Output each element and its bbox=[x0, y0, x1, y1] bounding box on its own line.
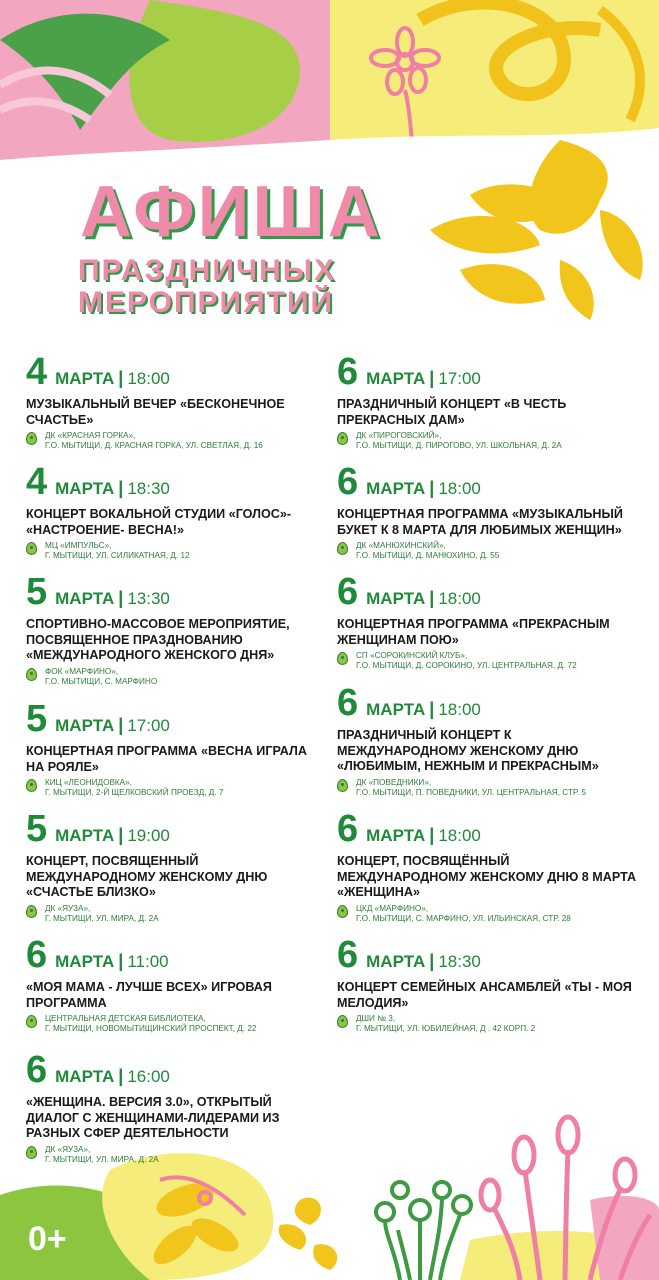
date-separator: | bbox=[429, 478, 435, 498]
date-separator: | bbox=[118, 588, 124, 608]
event-date bbox=[26, 1051, 326, 1089]
event-date bbox=[26, 573, 326, 611]
event-address: Г. МЫТИЩИ, УЛ. МИРА, Д. 2А bbox=[45, 914, 159, 924]
event-time: 18:00 bbox=[438, 479, 481, 498]
event-day: 6 bbox=[337, 571, 359, 613]
event-time: 18:00 bbox=[438, 826, 481, 845]
event-venue: ДК «ПОВЕДНИКИ», bbox=[356, 778, 432, 788]
event-day: 4 bbox=[26, 351, 48, 393]
event-date bbox=[337, 810, 637, 848]
date-separator: | bbox=[429, 699, 435, 719]
event-month: МАРТА bbox=[366, 826, 426, 845]
event-address: Г.О. МЫТИЩИ, С. МАРФИНО, УЛ. ИЛЬИНСКАЯ, СТР. 28 bbox=[356, 914, 571, 924]
event-venue: ДК «КРАСНАЯ ГОРКА», bbox=[45, 431, 136, 441]
event-address: Г.О. МЫТИЩИ, Д. КРАСНАЯ ГОРКА, УЛ. СВЕТЛАЯ, Д. 16 bbox=[45, 441, 263, 451]
event-location bbox=[337, 778, 637, 798]
event-title: КОНЦЕРТ ВОКАЛЬНОЙ СТУДИИ «ГОЛОС»- «НАСТРОЕНИЕ- ВЕСНА!» bbox=[26, 507, 292, 537]
event-time: 18:00 bbox=[438, 589, 481, 608]
event-card bbox=[26, 700, 326, 798]
event-title: КОНЦЕРТ СЕМЕЙНЫХ АНСАМБЛЕЙ «ТЫ - МОЯ МЕЛОДИЯ» bbox=[337, 980, 632, 1010]
location-pin-icon bbox=[26, 432, 37, 445]
event-address: Г.О. МЫТИЩИ, Д. МАНЮХИНО, Д. 55 bbox=[356, 551, 500, 561]
event-time: 16:00 bbox=[127, 1067, 170, 1086]
location-pin-icon bbox=[337, 1015, 348, 1028]
event-location bbox=[337, 651, 637, 671]
event-month: МАРТА bbox=[366, 479, 426, 498]
event-location bbox=[337, 1014, 637, 1034]
event-address: Г. МЫТИЩИ, НОВОМЫТИЩИНСКИЙ ПРОСПЕКТ, Д. 22 bbox=[45, 1024, 257, 1034]
event-card bbox=[26, 936, 326, 1034]
event-time: 18:00 bbox=[127, 369, 170, 388]
event-title: «МОЯ МАМА - ЛУЧШЕ ВСЕХ» ИГРОВАЯ ПРОГРАММА bbox=[26, 980, 272, 1010]
event-time: 17:00 bbox=[438, 369, 481, 388]
event-day: 6 bbox=[337, 461, 359, 503]
event-card bbox=[26, 353, 326, 451]
event-card bbox=[26, 810, 326, 924]
event-title: КОНЦЕРТНАЯ ПРОГРАММА «ВЕСНА ИГРАЛА НА РОЯЛЕ» bbox=[26, 744, 307, 774]
event-address: Г. МЫТИЩИ, УЛ. МИРА, Д. 2А bbox=[45, 1155, 159, 1165]
location-pin-icon bbox=[337, 652, 348, 665]
event-time: 18:30 bbox=[127, 479, 170, 498]
location-pin-icon bbox=[337, 779, 348, 792]
event-title: МУЗЫКАЛЬНЫЙ ВЕЧЕР «БЕСКОНЕЧНОЕ СЧАСТЬЕ» bbox=[26, 397, 285, 427]
date-separator: | bbox=[429, 951, 435, 971]
event-location bbox=[26, 541, 326, 561]
event-date bbox=[26, 463, 326, 501]
event-day: 5 bbox=[26, 698, 48, 740]
date-separator: | bbox=[118, 1066, 124, 1086]
event-date bbox=[26, 936, 326, 974]
event-location bbox=[26, 778, 326, 798]
event-day: 6 bbox=[337, 682, 359, 724]
event-venue: СП «СОРОКИНСКИЙ КЛУБ», bbox=[356, 651, 468, 661]
event-address: Г.О. МЫТИЩИ, Д. СОРОКИНО, УЛ. ЦЕНТРАЛЬНАЯ, Д. 72 bbox=[356, 661, 577, 671]
event-location bbox=[26, 1145, 326, 1165]
event-day: 6 bbox=[26, 1049, 48, 1091]
event-venue: ДК «МАНЮХИНСКИЙ», bbox=[356, 541, 446, 551]
event-card bbox=[337, 573, 637, 671]
event-location bbox=[26, 431, 326, 451]
event-address: Г. МЫТИЩИ, УЛ. СИЛИКАТНАЯ, Д. 12 bbox=[45, 551, 190, 561]
event-month: МАРТА bbox=[55, 826, 115, 845]
location-pin-icon bbox=[26, 1146, 37, 1159]
location-pin-icon bbox=[337, 432, 348, 445]
event-month: МАРТА bbox=[366, 589, 426, 608]
event-venue: ЦКД «МАРФИНО», bbox=[356, 904, 429, 914]
event-day: 5 bbox=[26, 808, 48, 850]
event-day: 4 bbox=[26, 461, 48, 503]
event-time: 17:00 bbox=[127, 716, 170, 735]
event-location bbox=[337, 541, 637, 561]
event-day: 6 bbox=[337, 351, 359, 393]
event-venue: КИЦ «ЛЕОНИДОВКА», bbox=[45, 778, 132, 788]
event-location bbox=[26, 1014, 326, 1034]
event-title: КОНЦЕРТ, ПОСВЯЩЁННЫЙ МЕЖДУНАРОДНОМУ ЖЕНСКОМУ ДНЮ 8 МАРТА «ЖЕНЩИНА» bbox=[337, 854, 637, 900]
event-date bbox=[26, 353, 326, 391]
event-month: МАРТА bbox=[55, 479, 115, 498]
event-month: МАРТА bbox=[366, 700, 426, 719]
date-separator: | bbox=[429, 588, 435, 608]
event-location bbox=[26, 904, 326, 924]
date-separator: | bbox=[118, 951, 124, 971]
event-location bbox=[337, 904, 637, 924]
event-date bbox=[26, 700, 326, 738]
date-separator: | bbox=[118, 825, 124, 845]
event-day: 6 bbox=[337, 934, 359, 976]
event-title: ПРАЗДНИЧНЫЙ КОНЦЕРТ К МЕЖДУНАРОДНОМУ ЖЕНСКОМУ ДНЮ «ЛЮБИМЫМ, НЕЖНЫМ И ПРЕКРАСНЫМ» bbox=[337, 728, 599, 774]
event-title: КОНЦЕРТНАЯ ПРОГРАММА «МУЗЫКАЛЬНЫЙ БУКЕТ К 8 МАРТА ДЛЯ ЛЮБИМЫХ ЖЕНЩИН» bbox=[337, 507, 623, 537]
event-month: МАРТА bbox=[366, 369, 426, 388]
location-pin-icon bbox=[337, 905, 348, 918]
date-separator: | bbox=[118, 478, 124, 498]
event-date bbox=[337, 684, 637, 722]
event-date bbox=[337, 573, 637, 611]
event-venue: ФОК «МАРФИНО», bbox=[45, 667, 119, 677]
event-date bbox=[337, 353, 637, 391]
event-date bbox=[337, 463, 637, 501]
date-separator: | bbox=[429, 368, 435, 388]
event-title: КОНЦЕРТНАЯ ПРОГРАММА «ПРЕКРАСНЫМ ЖЕНЩИНАМ ПОЮ» bbox=[337, 617, 610, 647]
event-location bbox=[26, 667, 326, 687]
event-venue: ДШИ № 3, bbox=[356, 1014, 396, 1024]
poster-subtitle-line1: ПРАЗДНИЧНЫХ bbox=[78, 254, 337, 287]
event-time: 19:00 bbox=[127, 826, 170, 845]
event-venue: ДК «ЯУЗА», bbox=[45, 904, 91, 914]
location-pin-icon bbox=[26, 542, 37, 555]
event-month: МАРТА bbox=[55, 589, 115, 608]
event-month: МАРТА bbox=[366, 952, 426, 971]
event-card bbox=[337, 463, 637, 561]
age-rating-badge: 0+ bbox=[28, 1220, 67, 1258]
event-card bbox=[26, 1051, 326, 1165]
event-date bbox=[337, 936, 637, 974]
date-separator: | bbox=[118, 715, 124, 735]
event-title: «ЖЕНЩИНА. ВЕРСИЯ 3.0», ОТКРЫТЫЙ ДИАЛОГ С ЖЕНЩИНАМИ-ЛИДЕРАМИ ИЗ РАЗНЫХ СФЕР ДЕЯТЕЛЬНОСТИ bbox=[26, 1095, 280, 1141]
location-pin-icon bbox=[26, 668, 37, 681]
event-address: Г. МЫТИЩИ, УЛ. ЮБИЛЕЙНАЯ, Д . 42 КОРП. 2 bbox=[356, 1024, 536, 1034]
event-venue: ДК «ПИРОГОВСКИЙ», bbox=[356, 431, 442, 441]
event-month: МАРТА bbox=[55, 369, 115, 388]
event-title: ПРАЗДНИЧНЫЙ КОНЦЕРТ «В ЧЕСТЬ ПРЕКРАСНЫХ ДАМ» bbox=[337, 397, 567, 427]
event-venue: ЦЕНТРАЛЬНАЯ ДЕТСКАЯ БИБЛИОТЕКА, bbox=[45, 1014, 206, 1024]
date-separator: | bbox=[429, 825, 435, 845]
event-card bbox=[26, 463, 326, 561]
location-pin-icon bbox=[337, 542, 348, 555]
location-pin-icon bbox=[26, 779, 37, 792]
event-card bbox=[26, 573, 326, 687]
poster-title: АФИША bbox=[80, 172, 383, 252]
event-venue: МЦ «ИМПУЛЬС», bbox=[45, 541, 112, 551]
event-time: 18:00 bbox=[438, 700, 481, 719]
event-address: Г.О. МЫТИЩИ, С. МАРФИНО bbox=[45, 677, 158, 687]
event-card bbox=[337, 936, 637, 1034]
event-title: СПОРТИВНО-МАССОВОЕ МЕРОПРИЯТИЕ, ПОСВЯЩЕННОЕ ПРАЗДНОВАНИЮ «МЕЖДУНАРОДНОГО ЖЕНСКОГО ДНЯ» bbox=[26, 617, 290, 663]
event-title: КОНЦЕРТ, ПОСВЯЩЕННЫЙ МЕЖДУНАРОДНОМУ ЖЕНСКОМУ ДНЮ «СЧАСТЬЕ БЛИЗКО» bbox=[26, 854, 268, 900]
location-pin-icon bbox=[26, 1015, 37, 1028]
event-time: 11:00 bbox=[127, 952, 169, 971]
event-card bbox=[337, 810, 637, 924]
event-card bbox=[337, 353, 637, 451]
event-day: 6 bbox=[337, 808, 359, 850]
event-address: Г. МЫТИЩИ, 2-Й ЩЕЛКОВСКИЙ ПРОЕЗД, Д. 7 bbox=[45, 788, 224, 798]
event-time: 13:30 bbox=[127, 589, 170, 608]
event-month: МАРТА bbox=[55, 952, 115, 971]
event-month: МАРТА bbox=[55, 716, 115, 735]
event-address: Г.О. МЫТИЩИ, Д. ПИРОГОВО, УЛ. ШКОЛЬНАЯ, Д. 2А bbox=[356, 441, 562, 451]
date-separator: | bbox=[118, 368, 124, 388]
poster-subtitle-line2: МЕРОПРИЯТИЙ bbox=[78, 286, 335, 319]
event-time: 18:30 bbox=[438, 952, 481, 971]
event-day: 5 bbox=[26, 571, 48, 613]
event-date bbox=[26, 810, 326, 848]
event-day: 6 bbox=[26, 934, 48, 976]
event-venue: ДК «ЯУЗА», bbox=[45, 1145, 91, 1155]
event-month: МАРТА bbox=[55, 1067, 115, 1086]
event-location bbox=[337, 431, 637, 451]
event-card bbox=[337, 684, 637, 798]
location-pin-icon bbox=[26, 905, 37, 918]
event-address: Г.О. МЫТИЩИ, П. ПОВЕДНИКИ, УЛ. ЦЕНТРАЛЬНАЯ, СТР. 5 bbox=[356, 788, 586, 798]
